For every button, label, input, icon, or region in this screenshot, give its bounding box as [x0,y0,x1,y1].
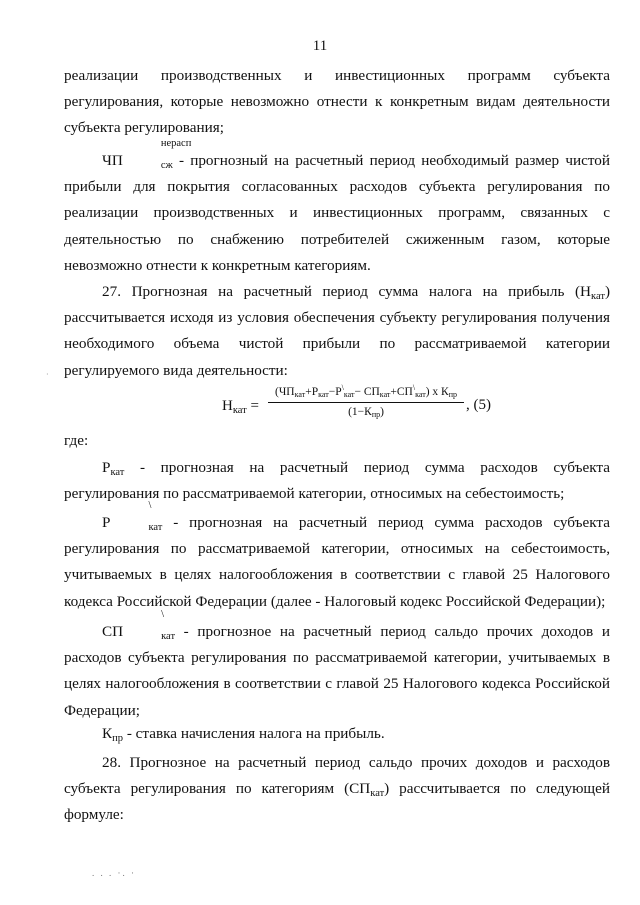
formula-fraction [268,383,464,419]
paragraph-k-pr: $К_{пр}$ - ставка начисления налога на прибыль. [102,725,385,744]
paragraph-r-kat: $Р_{кат}$ - прогнозная на расчетный период сумма расходов субъекта регулирования по рассматриваемой категории, относимых на себестоимость; [64,459,610,503]
chp-indices: нерасп сж [160,138,192,171]
formula-lhs: $Н_{кат}$ = [222,398,259,416]
scan-dots: . . . ·. · [92,868,136,878]
paragraph-continuation: реализации производственных и инвестиционных программ субъекта регулирования, которые невозможно отнести к конкретным видам деятельности субъекта регулирования; [64,67,610,137]
scan-mark: · [46,370,49,379]
formula-numerator: (ЧПкат+Ркат−Р\кат− СПкат+СП\кат) х Кпр [268,386,464,403]
where-label: где: [64,432,89,449]
chp-definition-text: - прогнозный на расчетный период необходимый размер чистой прибыли для покрытия согласованных расходов субъекта регулирования по реализации производственных и инвестиционных программ, связанных с деятельностью по снабжению потребителей сжиженным газом, которые невозможно отнести к конкретным категориям. [64,152,610,274]
formula-denominator: (1−Кпр) [348,406,384,419]
page-number: 11 [312,38,328,54]
paragraph-27: 27. Прогнозная на расчетный период сумма налога на прибыль $(Н_{кат})$ рассчитывается исходя из условия обеспечения субъекту регулирования получения необходимого объема чистой прибыли по рассматриваемой категории регулируемого вида деятельности: [64,283,610,379]
chp-symbol: ЧП [102,152,123,169]
paragraph-chp-definition [64,138,610,279]
formula-5 [222,383,492,430]
paragraph-28: 28. Прогнозное на расчетный период сальдо прочих доходов и расходов субъекта регулирования по категориям $(СП_{кат})$ рассчитывается по следующей формуле: [64,754,610,824]
formula-number: , (5) [466,397,491,413]
paragraph-sp-prime-kat: СП \ кат - прогнозное на расчетный период сальдо прочих доходов и расходов субъекта регулирования по рассматриваемой категории, учитываемых в целях налогообложения в соответствии с главой 25 Налогового кодекса Российской Федерации; [64,609,610,719]
paragraph-r-prime-kat: Р \ кат - прогнозная на расчетный период сумма расходов субъекта регулирования по рассматриваемой категории, относимых на себестоимость, учитываемых в целях налогообложения в соответствии с главой 25 Налогового кодекса Российской Федерации (далее - Налоговый кодекс Российской Федерации); [64,500,610,610]
